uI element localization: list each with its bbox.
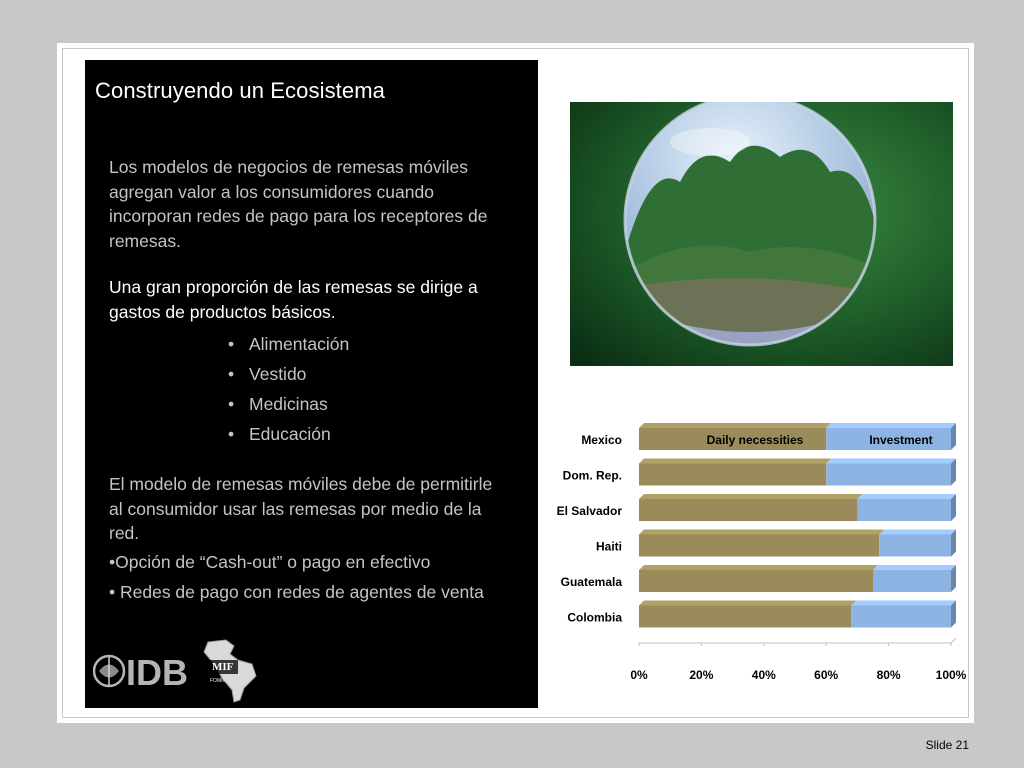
bullet-item: • Medicinas — [228, 394, 328, 414]
mif-logo-text: MIF — [212, 661, 234, 673]
x-tick-label: 60% — [814, 668, 839, 680]
bar-segment — [639, 606, 851, 628]
bar-top-0 — [639, 565, 878, 570]
bar-top-1 — [826, 459, 956, 464]
bar-segment — [639, 499, 857, 521]
bar-segment — [879, 535, 951, 557]
bar-top-0 — [639, 530, 884, 535]
glass-sphere-forest-photo — [570, 102, 953, 366]
category-label: El Salvador — [556, 504, 622, 518]
mif-logo — [200, 638, 260, 704]
bullet-item: • Educación — [228, 424, 331, 444]
category-label: Guatemala — [560, 575, 622, 589]
paragraph-cash-out: •Opción de “Cash-out” o pago en efectivo — [109, 552, 431, 572]
bar-segment — [873, 570, 951, 592]
bar-segment — [639, 570, 873, 592]
x-tick-label: 100% — [935, 668, 967, 680]
remittance-usage-chart — [540, 420, 980, 680]
bullet-item: • Alimentación — [228, 334, 350, 354]
slide-title: Construyendo un Ecosistema — [95, 78, 385, 103]
paragraph-business-models: Los modelos de negocios de remesas móviles agregan valor a los consumidores cuando incorporan redes de pago para los receptores de remesas. — [109, 157, 488, 251]
legend-daily-necessities: Daily necessities — [706, 433, 804, 447]
idb-logo — [93, 652, 191, 690]
x-tick-label: 40% — [751, 668, 776, 680]
idb-logo-text: IDB — [126, 652, 188, 690]
slide-number: Slide 21 — [925, 738, 969, 752]
paragraph-agent-networks: • Redes de pago con redes de agentes de venta — [109, 582, 484, 602]
bar-top-0 — [639, 459, 831, 464]
bullet-list — [228, 329, 349, 449]
category-label: Dom. Rep. — [562, 468, 622, 483]
bar-top-1 — [879, 530, 956, 535]
paragraph-mobile-model: El modelo de remesas móviles debe de permitirle al consumidor usar las remesas por medio de la red. — [109, 474, 493, 543]
x-tick-label: 0% — [630, 668, 648, 680]
bar-top-1 — [857, 494, 956, 499]
category-label: Mexico — [581, 433, 622, 447]
bar-segment — [826, 464, 951, 486]
legend-investment: Investment — [869, 433, 933, 447]
bar-segment — [639, 535, 879, 557]
bar-segment — [639, 464, 826, 486]
bar-top-0 — [639, 494, 862, 499]
bar-top-0 — [639, 423, 831, 428]
bar-segment — [857, 499, 951, 521]
x-tick-label: 80% — [876, 668, 901, 680]
bullet-item: • Vestido — [228, 364, 307, 384]
bar-top-1 — [851, 601, 956, 606]
x-tick-label: 20% — [689, 668, 714, 680]
bar-top-0 — [639, 601, 856, 606]
category-label: Haiti — [595, 539, 622, 554]
bar-top-1 — [873, 565, 956, 570]
paragraph-basic-goods: Una gran proporción de las remesas se dirige a gastos de productos básicos. — [109, 277, 478, 322]
bar-segment — [851, 606, 951, 628]
svg-text:FOMIN: FOMIN — [210, 678, 227, 684]
chart-floor — [639, 638, 956, 643]
bar-top-1 — [826, 423, 956, 428]
category-label: Colombia — [567, 610, 622, 625]
